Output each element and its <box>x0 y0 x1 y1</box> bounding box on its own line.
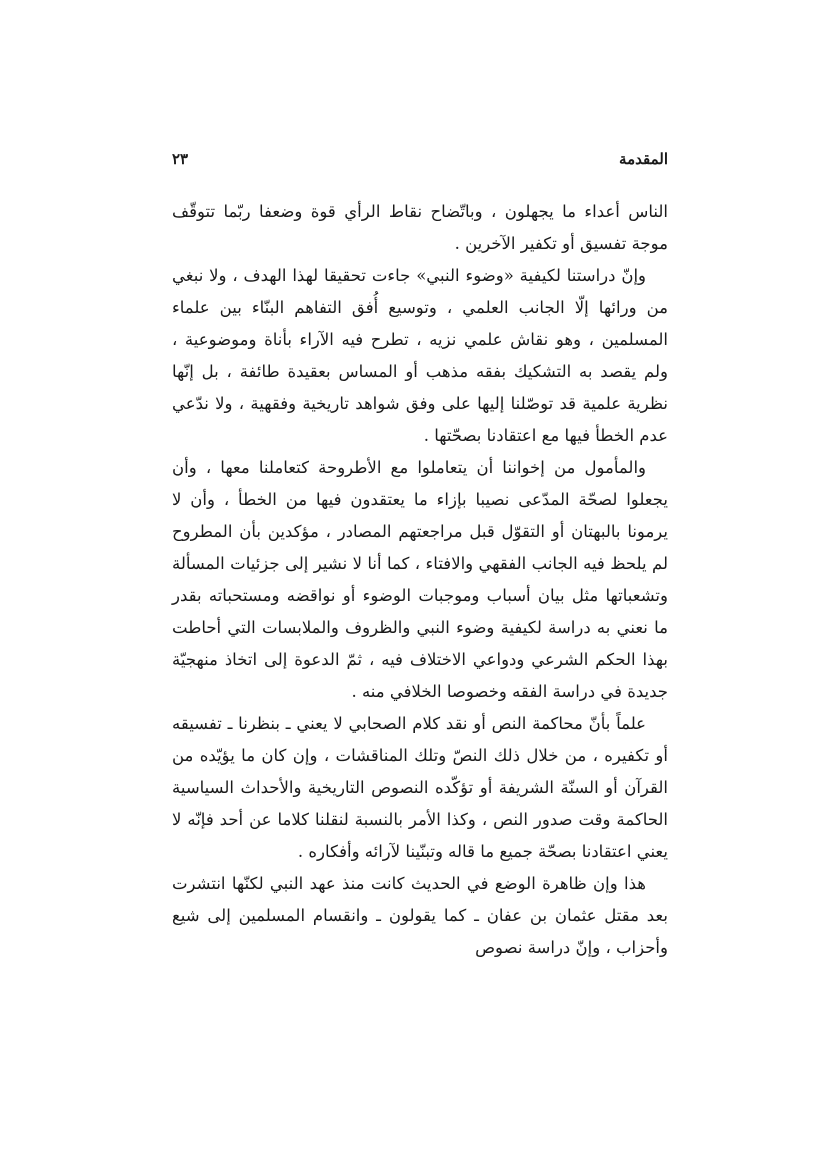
paragraph: الناس أعداء ما يجهلون ، وباتّضاح نقاط الرأي قوة وضعفا ربّما تتوقّف موجة تفسيق أو تكفير الآخرين . <box>172 202 668 253</box>
paragraph: علماً بأنّ محاكمة النص أو نقد كلام الصحابي لا يعني ـ بنظرنا ـ تفسيقه أو تكفيره ، من خلال ذلك النصّ وتلك المناقشات ، وإن كان ما يؤيّده من القرآن أو السنّة الشريفة أو تؤكّده النصوص التاريخية والأحداث السياسية الحاكمة وقت صدور النص ، وكذا الأمر بالنسبة لنقلنا كلاما عن أحد فإنّه لا يعني اعتقادنا بصحّة جميع ما قاله وتبنّينا لآرائه وأفكاره . <box>172 714 668 861</box>
paragraph: والمأمول من إخواننا أن يتعاملوا مع الأطروحة كتعاملنا معها ، وأن يجعلوا لصحّة المدّعى نصيبا بإزاء ما يعتقدون فيها من الخطأ ، وأن لا يرمونا بالبهتان أو التقوّل قبل مراجعتهم المصادر ، مؤكدين بأن المطروح لم يلحظ فيه الجانب الفقهي والافتاء ، كما أنا لا نشير إلى جزئيات المسألة وتشعباتها مثل بيان أسباب وموجبات الوضوء أو نواقضه ومستحباته بقدر ما نعني به دراسة لكيفية وضوء النبي والظروف والملابسات التي أحاطت بهذا الحكم الشرعي ودواعي الاختلاف فيه ، ثمّ الدعوة إلى اتخاذ منهجيّة جديدة في دراسة الفقه وخصوصا الخلافي منه . <box>172 458 668 701</box>
paragraph: وإنّ دراستنا لكيفية «وضوء النبي» جاءت تحقيقا لهذا الهدف ، ولا نبغي من ورائها إلّا الجانب العلمي ، وتوسيع أُفق التفاهم البنّاء بين علماء المسلمين ، وهو نقاش علمي نزيه ، تطرح فيه الآراء بأناة وموضوعية ، ولم يقصد به التشكيك بفقه مذهب أو المساس بعقيدة طائفة ، بل إنّها نظرية علمية قد توصّلنا إليها على وفق شواهد تاريخية وفقهية ، ولا ندّعي عدم الخطأ فيها مع اعتقادنا بصحّتها . <box>172 266 668 445</box>
chapter-title: المقدمة <box>619 150 668 168</box>
page-number: ٢٣ <box>172 150 189 168</box>
paragraph: هذا وإن ظاهرة الوضع في الحديث كانت منذ عهد النبي لكنّها انتشرت بعد مقتل عثمان بن عفان ـ كما يقولون ـ وانقسام المسلمين إلى شيع وأحزاب ، وإنّ دراسة نصوص <box>172 874 668 957</box>
running-header <box>172 150 668 174</box>
body-text <box>172 196 668 964</box>
